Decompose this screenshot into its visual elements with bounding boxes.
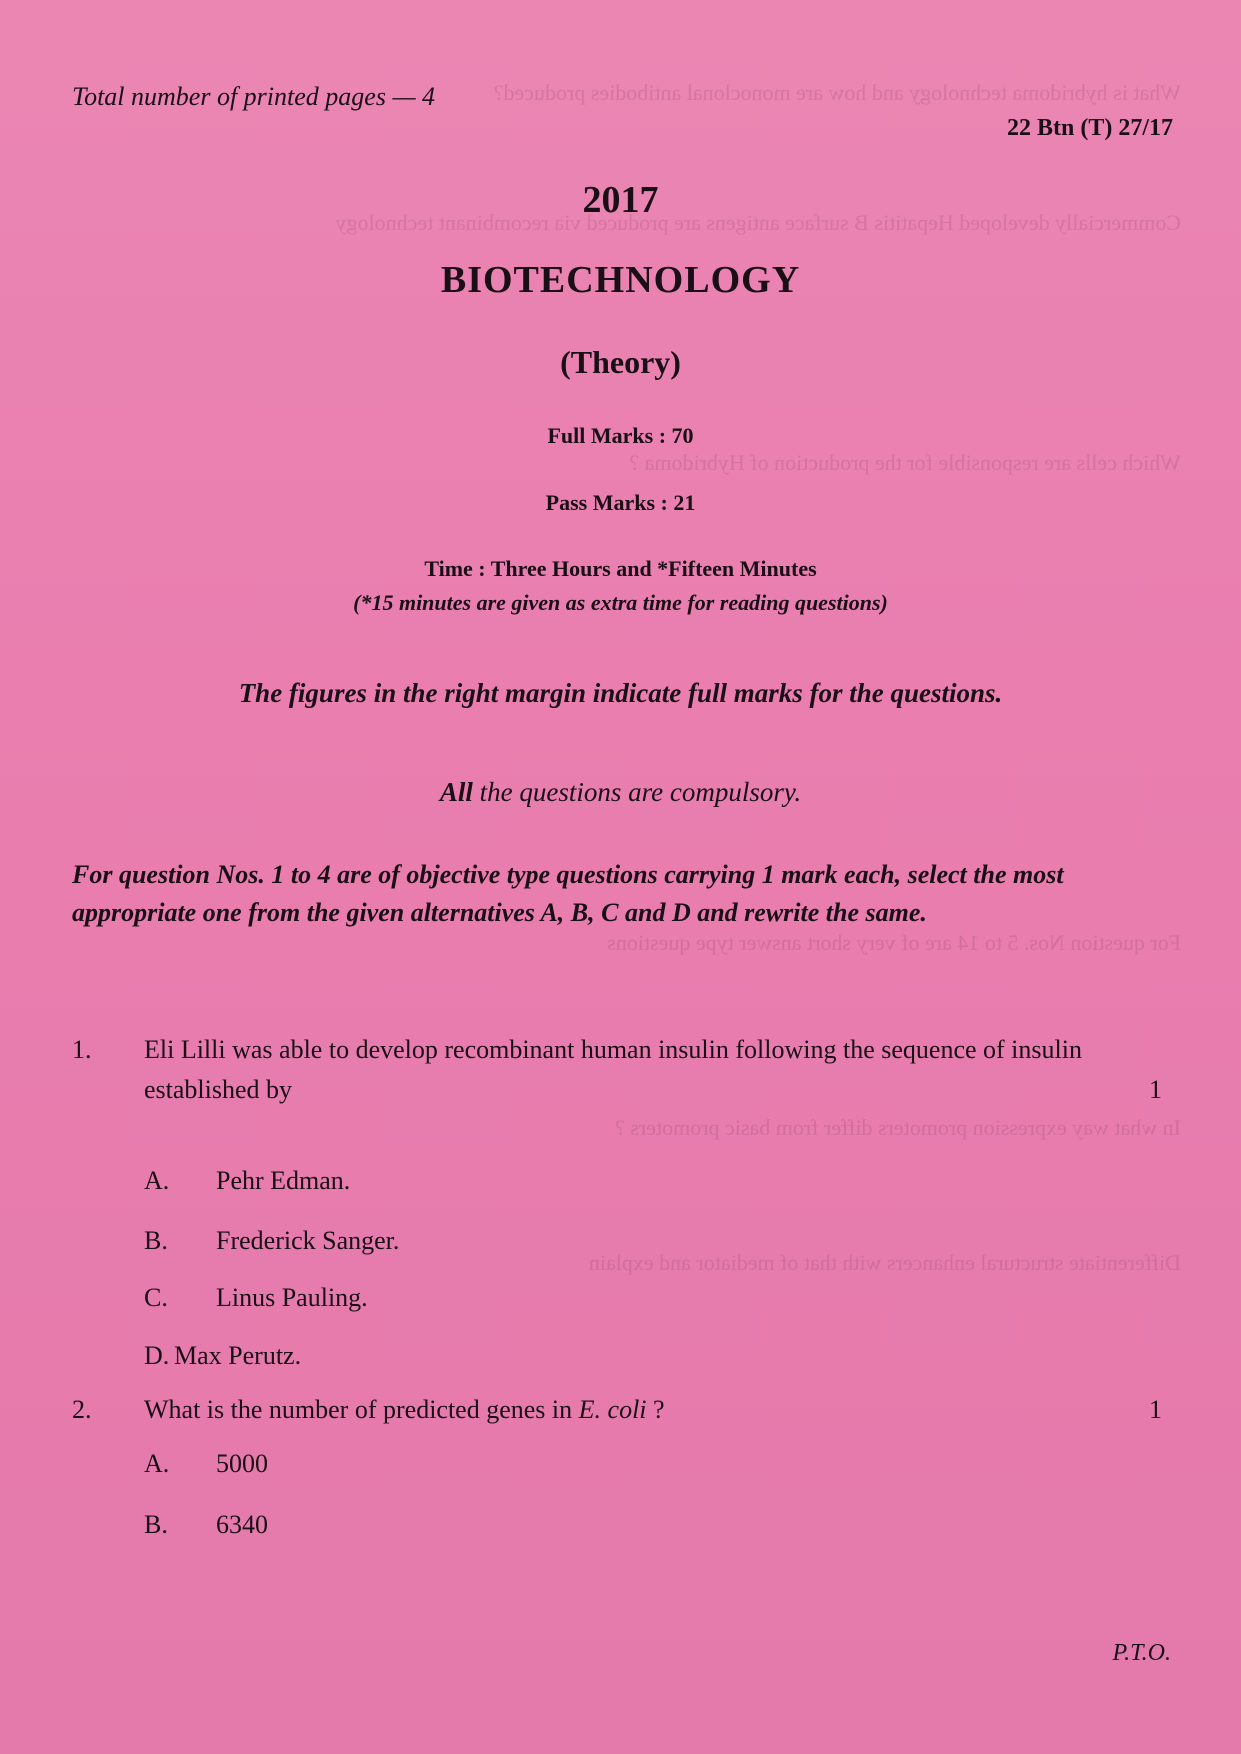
option-label: A.	[144, 1166, 170, 1195]
question-number: 2.	[72, 1395, 92, 1424]
objective-instruction: For question Nos. 1 to 4 are of objective type questions carrying 1 mark each, select the most appropriate one from the given alternatives A, B, C and D and rewrite the same.	[72, 860, 1064, 927]
option-label: B.	[144, 1226, 168, 1255]
option-text: 6340	[216, 1510, 268, 1539]
question-text: What is the number of predicted genes in E. coli ?	[144, 1395, 665, 1424]
question-marks: 1	[1149, 1075, 1162, 1104]
compulsory-text: the questions are compulsory.	[472, 777, 802, 807]
question-2	[72, 1390, 1172, 1430]
show-through-text: Commercially developed Hepatitis B surface antigens are produced via recombinant technology	[335, 210, 1181, 235]
option-text: Max Perutz.	[174, 1341, 302, 1370]
show-through-text: Which cells are responsible for the production of Hybridoma ?	[629, 450, 1181, 475]
exam-time: Time : Three Hours and *Fifteen Minutes	[424, 556, 817, 581]
option-text: Pehr Edman.	[216, 1166, 351, 1195]
please-turn-over: P.T.O.	[1112, 1640, 1171, 1666]
show-through-text: For question Nos. 5 to 14 are of very short answer type questions	[607, 930, 1181, 955]
option-label: D.	[144, 1341, 170, 1370]
full-marks: Full Marks : 70	[547, 423, 694, 448]
question-text: Eli Lilli was able to develop recombinant human insulin following the sequence of insulin established by	[144, 1035, 1082, 1104]
show-through-text: Differentiate structural enhancers with that of mediator and explain	[588, 1250, 1181, 1275]
marks-note: The figures in the right margin indicate full marks for the questions.	[238, 678, 1003, 708]
exam-type: (Theory)	[560, 344, 681, 380]
paper-code: 22 Btn (T) 27/17	[1006, 115, 1173, 141]
extra-time-note: (*15 minutes are given as extra time for reading questions)	[353, 590, 888, 615]
option-b	[144, 1510, 268, 1540]
option-d	[144, 1341, 301, 1371]
option-a	[144, 1166, 350, 1196]
option-text: 5000	[216, 1449, 268, 1478]
show-through-text: In what way expression promoters differ from basic promoters ?	[615, 1115, 1181, 1140]
option-label: A.	[144, 1449, 170, 1478]
question-number: 1.	[72, 1035, 92, 1064]
option-c	[144, 1283, 368, 1313]
option-a	[144, 1449, 268, 1479]
exam-year: 2017	[582, 179, 659, 221]
option-label: C.	[144, 1283, 168, 1312]
pass-marks: Pass Marks : 21	[545, 490, 696, 515]
option-b	[144, 1226, 399, 1256]
compulsory-emphasis: All	[439, 777, 473, 807]
show-through-text: What is hybridoma technology and how are monoclonal antibodies produced?	[493, 80, 1181, 105]
option-text: Linus Pauling.	[216, 1283, 368, 1312]
printed-pages-note: Total number of printed pages — 4	[72, 82, 436, 111]
compulsory-note	[0, 777, 1241, 808]
option-text: Frederick Sanger.	[216, 1226, 400, 1255]
exam-subject: BIOTECHNOLOGY	[440, 259, 801, 301]
question-marks: 1	[1149, 1395, 1162, 1424]
question-1	[72, 1030, 1172, 1110]
species-name: E. coli	[578, 1395, 647, 1424]
option-label: B.	[144, 1510, 168, 1539]
